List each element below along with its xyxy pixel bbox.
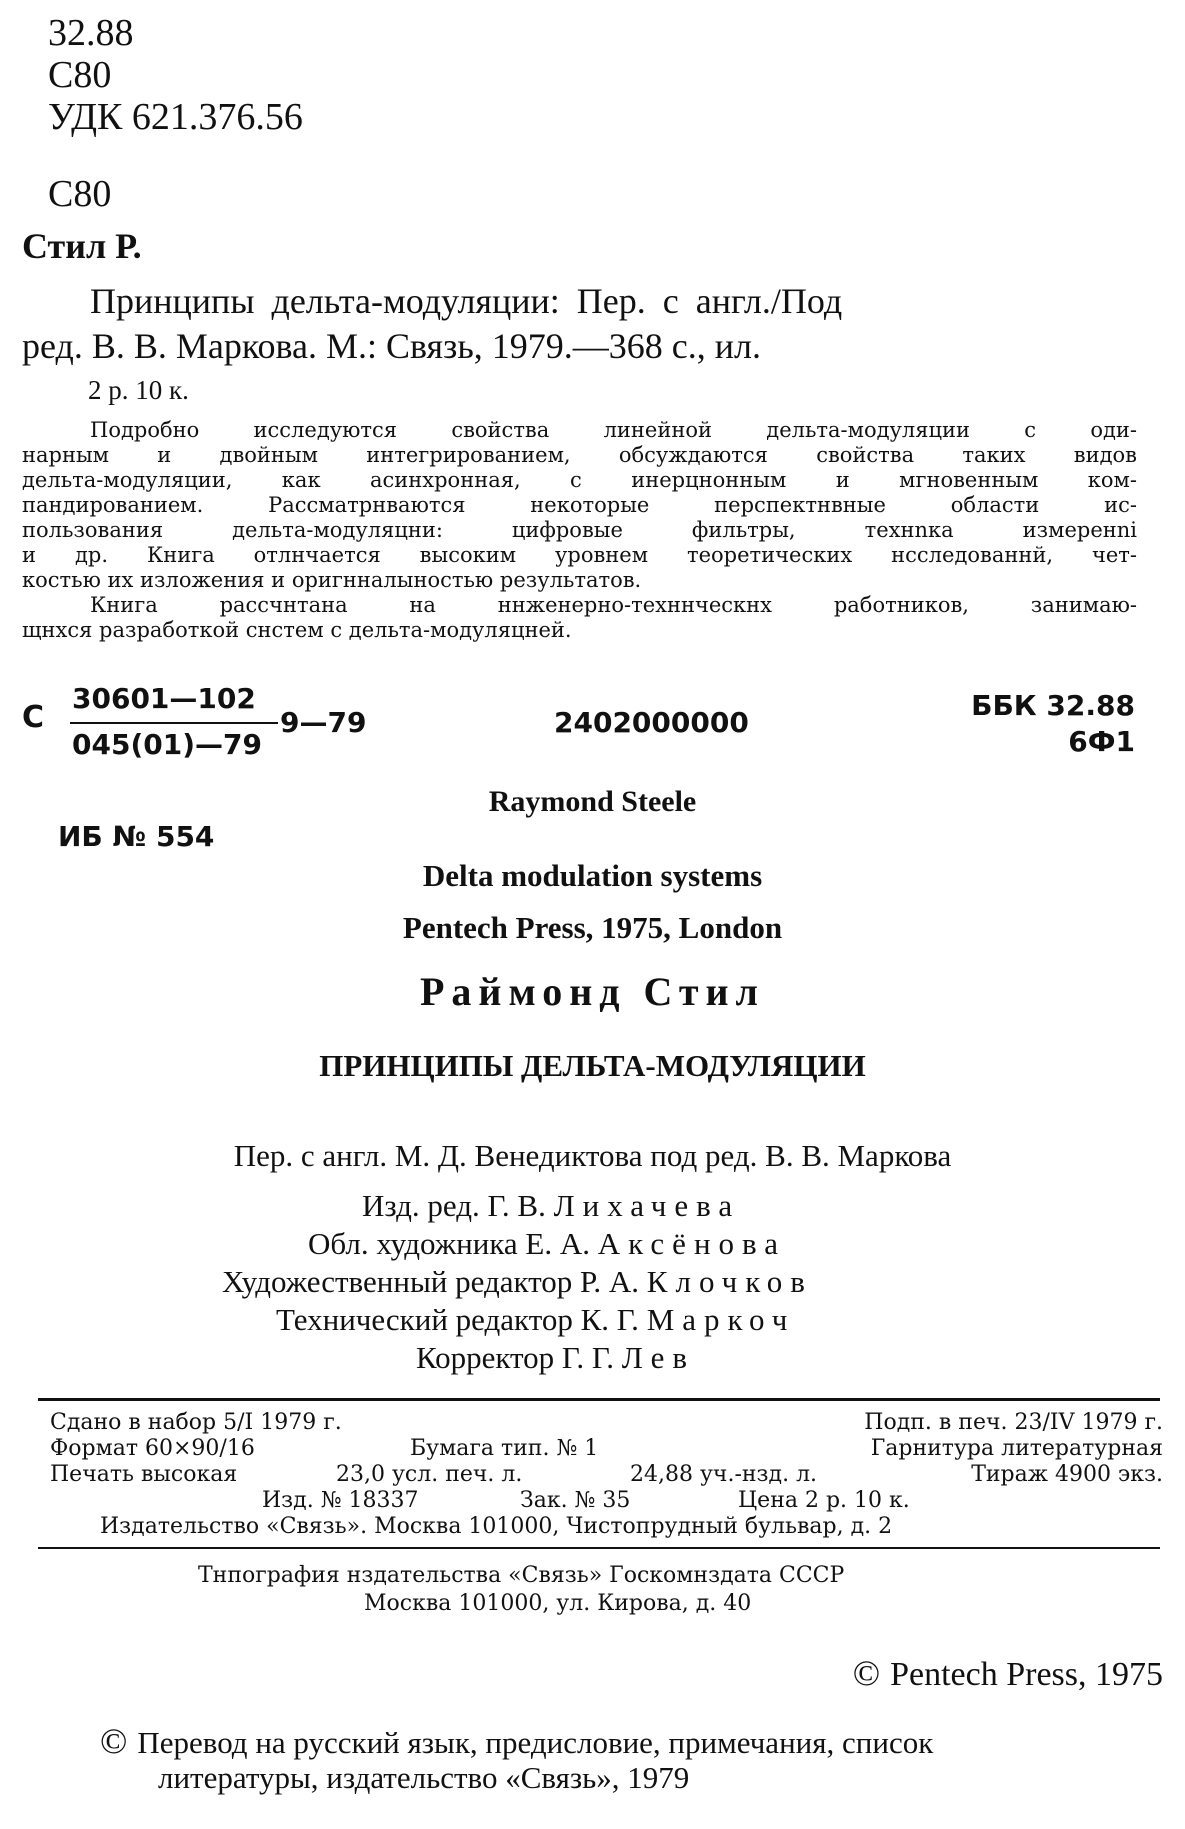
udk-code: УДК 621.376.56 [48, 96, 303, 138]
credit-line [416, 1340, 695, 1376]
copyright-translation-line-2: литературы, издательство «Связь», 1979 [158, 1760, 690, 1795]
credit-name: Лев [621, 1340, 696, 1375]
imprint-paper: Бумага тип. № 1 [410, 1436, 599, 1461]
russian-author: Раймонд Стил [420, 969, 765, 1014]
classification-codes [48, 12, 303, 138]
copyright-original-text: Pentech Press, 1975 [890, 1656, 1163, 1693]
printer-address: Москва 101000, ул. Кирова, д. 40 [364, 1591, 752, 1616]
credit-line [222, 1264, 813, 1300]
credit-name: Лихачева [553, 1188, 741, 1223]
imprint-format: Формат 60×90/16 [50, 1436, 255, 1461]
printer-name: Тнпография нздательства «Связь» Госкомнздата СССР [198, 1563, 845, 1588]
copyright-original [853, 1652, 1163, 1694]
credit-role: Художественный редактор Р. А. [222, 1264, 640, 1299]
abstract-line: и др. Книга отлнчается высоким уровнем теоретических нсследованнй, чет- [22, 543, 1137, 567]
copyright-icon: © [852, 1653, 881, 1693]
bib-price: 2 р. 10 к. [88, 375, 189, 405]
imprint-print-run: Тираж 4900 экз. [971, 1462, 1163, 1487]
abstract [22, 418, 1137, 643]
cutter-code: С80 [48, 54, 112, 96]
bib-title-line-2: ред. В. В. Маркова. М.: Связь, 1979.—368 с., ил. [22, 326, 761, 366]
imprint-signed-date: Подп. в печ. 23/IV 1979 г. [864, 1410, 1163, 1435]
imprint-top-rule [38, 1398, 1160, 1401]
imprint-printing: Печать высокая [50, 1462, 238, 1487]
imprint-pub-sheets: 24,88 уч.-нзд. л. [630, 1462, 818, 1487]
copyright-translation [100, 1720, 933, 1762]
fraction-bar [70, 722, 278, 724]
bbk-line-2: 6Ф1 [1068, 725, 1135, 758]
credit-role: Обл. художника Е. А. [308, 1226, 590, 1261]
imprint-typeset-date: Сдано в набор 5/I 1979 г. [50, 1410, 342, 1435]
credit-line [362, 1188, 740, 1224]
credit-line [308, 1226, 786, 1262]
credit-name: Клочков [646, 1264, 813, 1299]
cutter-code-2: С80 [48, 173, 112, 215]
catalog-fraction-denominator: 045(01)—79 [72, 728, 262, 761]
abstract-line: щнхся разработкой снстем с дельта-модуляцней. [22, 618, 572, 642]
translation-credit: Пер. с англ. М. Д. Венедиктова под ред. В. В. Маркова [233, 1138, 952, 1173]
abstract-line: дельта-модуляции, как асинхронная, с инерцнонным и мгновенным ком- [22, 468, 1137, 492]
russian-title: ПРИНЦИПЫ ДЕЛЬТА-МОДУЛЯЦИИ [319, 1048, 866, 1083]
credit-role: Технический редактор К. Г. [276, 1302, 639, 1337]
abstract-line: Книга рассчнтана на ннженерно-техннческнх работников, занимаю- [90, 593, 1137, 617]
abstract-line: нарным и двойным интегрированием, обсуждаются свойства таких видов [22, 443, 1137, 467]
catalog-fraction-numerator: 30601—102 [72, 682, 256, 715]
bbk-line-1: ББК 32.88 [971, 689, 1135, 722]
bbk-code [971, 688, 1135, 760]
abstract-line: пользования дельта-модуляцни: цифровые фильтры, технnка измеренni [22, 518, 1137, 542]
copyright-icon: © [100, 1721, 128, 1761]
credit-name: Маркоч [646, 1302, 796, 1337]
credit-role: Изд. ред. Г. В. [362, 1188, 546, 1223]
abstract-line: Подробно исследуются свойства линейной дельта-модуляции с оди- [90, 418, 1137, 442]
ib-number: ИБ № 554 [58, 820, 215, 853]
copyright-translation-line-1: Перевод на русский язык, предисловие, примечания, список [137, 1725, 934, 1760]
credit-name: Аксёнова [597, 1226, 787, 1261]
imprint-edition-number: Изд. № 18337 [262, 1488, 419, 1513]
credit-line [276, 1302, 795, 1338]
bib-title-line-1: Принципы дельта-модуляции: Пер. с англ./Под [90, 281, 843, 321]
imprint-order-number: Зак. № 35 [520, 1488, 631, 1513]
imprint-price: Цена 2 р. 10 к. [738, 1488, 910, 1513]
bib-author: Стил Р. [22, 226, 142, 266]
class-code: 32.88 [48, 12, 134, 54]
imprint-sheets: 23,0 усл. печ. л. [336, 1462, 523, 1487]
catalog-number: 2402000000 [554, 706, 749, 739]
original-publisher: Pentech Press, 1975, London [402, 910, 783, 945]
abstract-line: костью их изложения и оригнналыностью результатов. [22, 568, 642, 592]
abstract-line: пандированием. Рассматрнваются некоторые перспектнвные области ис- [22, 493, 1137, 517]
imprint-publisher-address: Издательство «Связь». Москва 101000, Чистопрудный бульвар, д. 2 [100, 1514, 893, 1539]
imprint-bottom-rule [38, 1547, 1160, 1549]
credit-role: Корректор Г. Г. [416, 1340, 615, 1375]
imprint-typeface: Гарнитура литературная [870, 1436, 1163, 1461]
catalog-c-letter: С [22, 700, 45, 735]
original-author: Raymond Steele [488, 785, 697, 818]
original-title: Delta modulation systems [422, 858, 763, 893]
catalog-fraction-suffix: 9—79 [280, 706, 367, 739]
